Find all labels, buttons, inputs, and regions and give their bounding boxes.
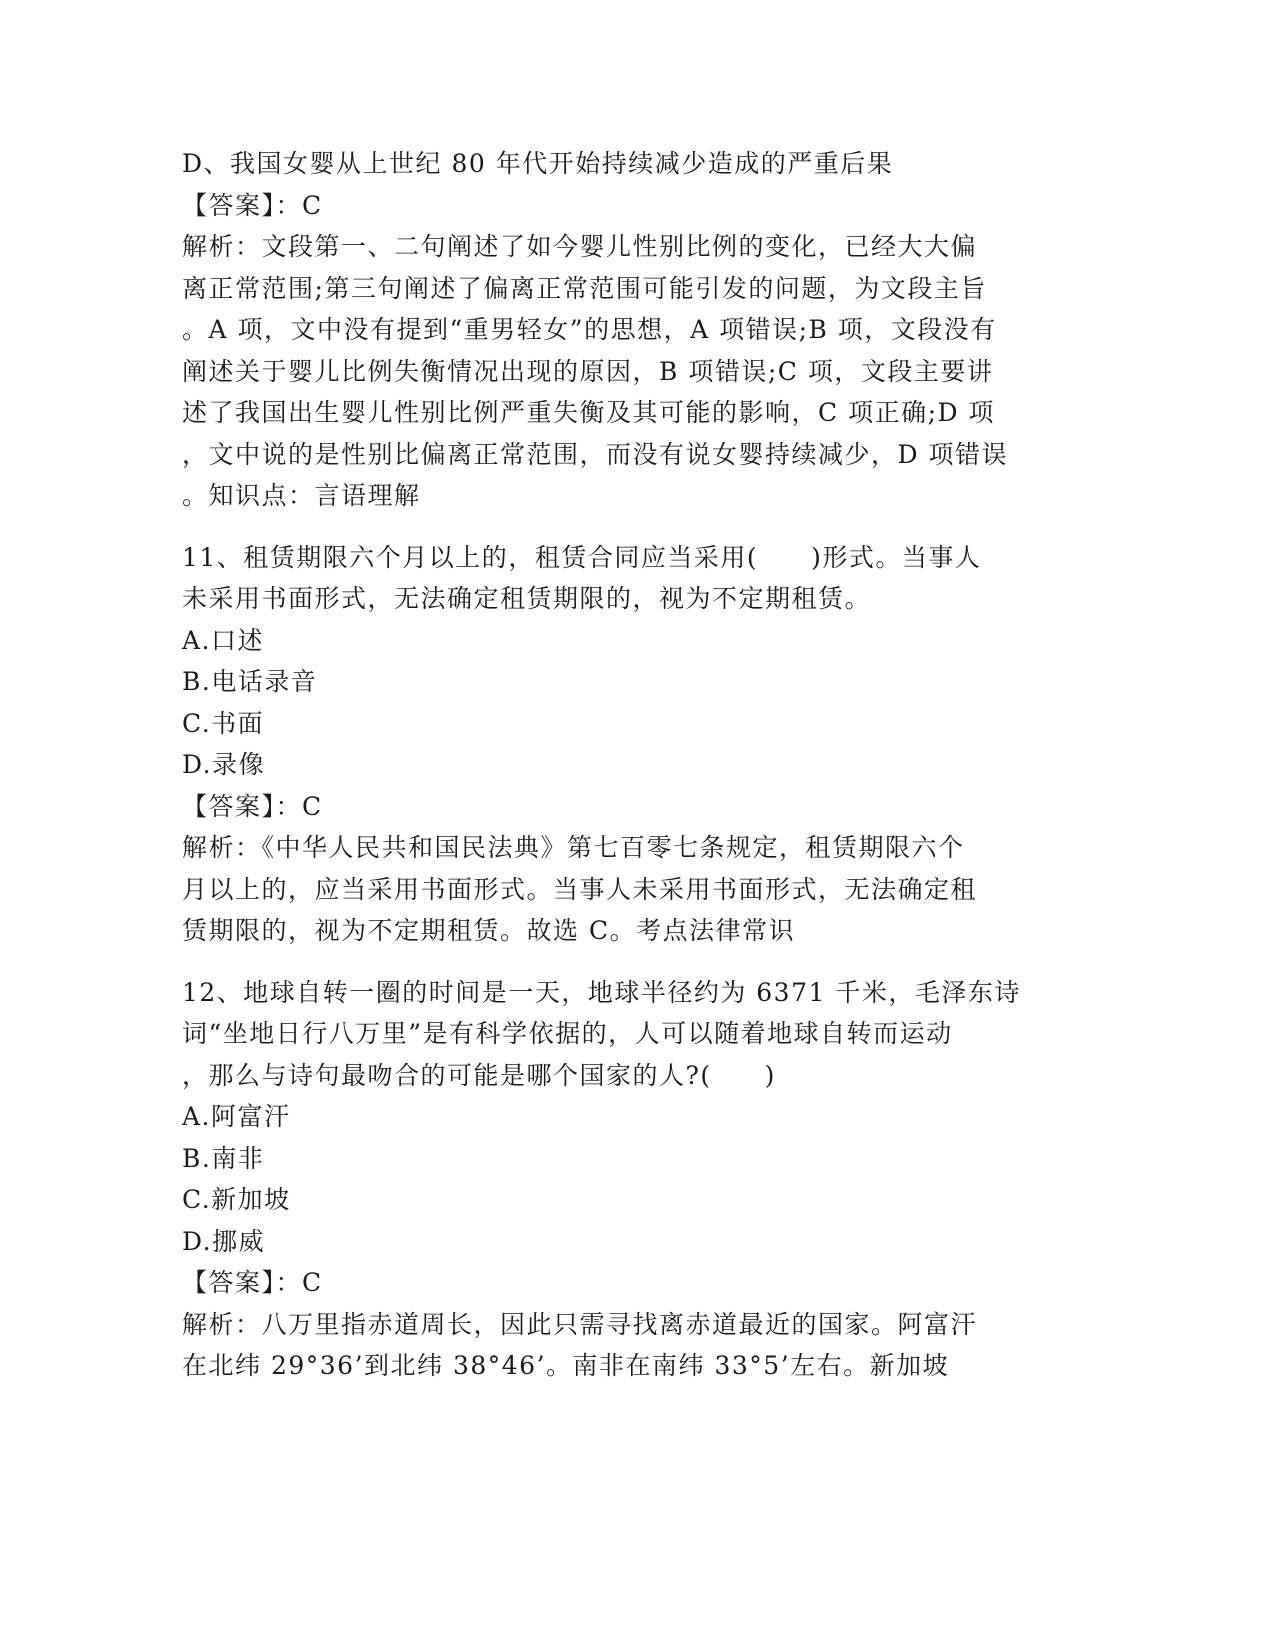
analysis-line: 离正常范围;第三句阐述了偏离正常范围可能引发的问题，为文段主旨 [182,273,987,303]
analysis-line: ，文中说的是性别比偏离正常范围，而没有说女婴持续减少，D 项错误 [182,439,1008,469]
option-c: C.新加坡 [182,1185,291,1214]
section-gap [182,952,1042,972]
option-d: D.录像 [182,750,266,779]
analysis-line: 。A 项，文中没有提到“重男轻女”的思想，A 项错误;B 项，文段没有 [182,315,997,344]
analysis-line: 解析：八万里指赤道周长，因此只需寻找离赤道最近的国家。阿富汗 [182,1309,978,1339]
document-page [182,143,1042,1387]
answer: 【答案】：C [182,190,323,220]
option-b: B.电话录音 [182,667,318,696]
question-stem-line: 12、地球自转一圈的时间是一天，地球半径约为 6371 千米，毛泽东诗 [182,977,1021,1007]
option-a: A.阿富汗 [182,1102,291,1131]
option-d: D、我国女婴从上世纪 80 年代开始持续减少造成的严重后果 [182,149,894,178]
section-gap [182,517,1042,537]
answer: 【答案】：C [182,791,323,821]
question-stem-line: 未采用书面形式，无法确定租赁期限的，视为不定期租赁。 [182,584,872,613]
analysis-line: 解析：《中华人民共和国民法典》第七百零七条规定，租赁期限六个 [182,833,965,862]
analysis-line: 。知识点：言语理解 [182,481,421,510]
analysis-line: 述了我国出生婴儿性别比例严重失衡及其可能的影响，C 项正确;D 项 [182,398,995,427]
question-stem-line: ，那么与诗句最吻合的可能是哪个国家的人?( ) [182,1060,776,1090]
question-stem-line: 11、租赁期限六个月以上的，租赁合同应当采用( )形式。当事人 [182,542,982,572]
question-12 [182,972,1042,1387]
analysis-line: 赁期限的，视为不定期租赁。故选 C。考点法律常识 [182,916,796,945]
option-c: C.书面 [182,708,265,738]
option-d: D.挪威 [182,1226,266,1256]
answer: 【答案】：C [182,1268,323,1297]
question-11 [182,537,1042,952]
analysis-line: 月以上的，应当采用书面形式。当事人未采用书面形式，无法确定租 [182,874,978,904]
question-stem-line: 词“坐地日行八万里”是有科学依据的，人可以随着地球自转而运动 [182,1019,953,1048]
analysis-line: 在北纬 29°36’到北纬 38°46’。南非在南纬 33°5’左右。新加坡 [182,1351,950,1380]
question-10-tail [182,143,1042,517]
option-b: B.南非 [182,1143,265,1173]
analysis-line: 阐述关于婴儿比例失衡情况出现的原因，B 项错误;C 项，文段主要讲 [182,356,994,386]
analysis-line: 解析：文段第一、二句阐述了如今婴儿性别比例的变化，已经大大偏 [182,232,978,261]
option-a: A.口述 [182,625,265,655]
